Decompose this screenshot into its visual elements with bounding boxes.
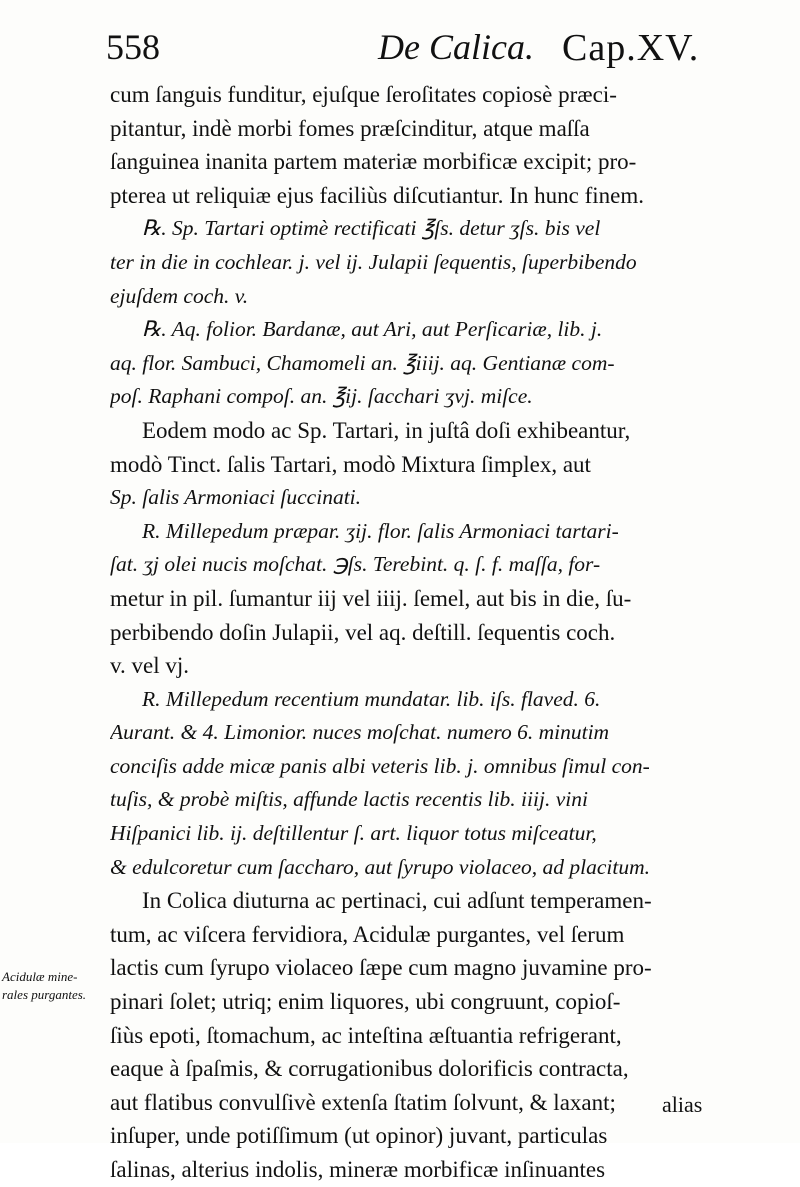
recipe-line: Hiſpanici lib. ij. deſtillentur ſ. art. liquor totus miſceatur,: [110, 821, 597, 846]
text-line: perbibendo doſin Julapii, vel aq. deſtill. ſequentis coch.: [110, 619, 616, 645]
running-header: [100, 26, 700, 76]
text-line: In Colica diuturna ac pertinaci, cui adſunt temperamen-: [142, 888, 652, 914]
text-line: eaque à ſpaſmis, & corrugationibus dolorificis contracta,: [110, 1056, 629, 1082]
recipe-line: ℞. Aq. folior. Bardanæ, aut Ari, aut Perſicariæ, lib. j.: [142, 317, 603, 342]
text-line: inſuper, unde potiſſimum (ut opinor) juvant, particulas: [110, 1123, 608, 1149]
text-line: cum ſanguis funditur, ejuſque ſeroſitates copiosè præci-: [110, 82, 617, 107]
recipe-line: poſ. Raphani compoſ. an. ℥ij. ſacchari ʒvj. miſce.: [110, 384, 533, 409]
text-line: pterea ut reliquiæ ejus faciliùs diſcutiantur. In hunc finem.: [110, 182, 644, 208]
recipe-line: & edulcoretur cum ſaccharo, aut ſyrupo violaceo, ad placitum.: [110, 854, 650, 879]
text-line: ſiùs epoti, ſtomachum, ac inteſtina æſtuantia refrigerant,: [110, 1022, 622, 1048]
text-line: ſanguinea inanita partem materiæ morbificæ excipit; pro-: [110, 149, 637, 175]
margin-note-line: Acidulæ mine-: [2, 969, 78, 984]
text-line: metur in pil. ſumantur iij vel iiij. ſemel, aut bis in die, ſu-: [110, 585, 632, 611]
catchword: alias: [662, 1092, 703, 1117]
text-line: tum, ac viſcera fervidiora, Acidulæ purgantes, vel ſerum: [110, 921, 625, 947]
recipe-line: ter in die in cochlear. j. vel ij. Julapii ſequentis, ſuperbibendo: [110, 249, 637, 274]
running-title: De Calica.: [378, 27, 534, 67]
recipe-line: Aurant. & 4. Limonior. nuces moſchat. numero 6. minutim: [110, 720, 610, 745]
text-line: lactis cum ſyrupo violaceo ſæpe cum magno juvamine pro-: [110, 955, 652, 981]
margin-note: [2, 968, 112, 1004]
text-line: Eodem modo ac Sp. Tartari, in juſtâ doſi exhibeantur,: [142, 417, 631, 443]
text-line: aut flatibus convulſivè extenſa ſtatim ſolvunt, & laxant;: [110, 1089, 616, 1115]
recipe-line: ℞. Sp. Tartari optimè rectificati ℥ſs. detur ʒſs. bis vel: [142, 216, 601, 241]
text-line: v. vel vj.: [110, 653, 189, 679]
text-line: Sp. ſalis Armoniaci ſuccinati.: [110, 485, 362, 510]
recipe-line: R. Millepedum recentium mundatar. lib. iſs. flaved. 6.: [142, 686, 601, 711]
text-line: modò Tinct. ſalis Tartari, modò Mixtura ſimplex, aut: [110, 451, 591, 477]
recipe-line: tuſis, & probè miſtis, affunde lactis recentis lib. iiij. vini: [110, 787, 588, 812]
chapter-label: Cap.XV.: [562, 27, 700, 69]
page-number: 558: [106, 27, 160, 67]
body-text: [110, 78, 710, 1187]
recipe-line: conciſis adde micæ panis albi veteris lib. j. omnibus ſimul con-: [110, 753, 650, 778]
text-line: pitantur, indè morbi fomes præſcinditur, atque maſſa: [110, 115, 590, 141]
margin-note-line: rales purgantes.: [2, 987, 87, 1002]
recipe-line: aq. flor. Sambuci, Chamomeli an. ℥iiij. aq. Gentianæ com-: [110, 350, 615, 375]
recipe-line: ſat. ʒj olei nucis moſchat. ℈ſs. Terebint. q. ſ. f. maſſa, for-: [110, 552, 601, 577]
text-line: pinari ſolet; utriq; enim liquores, ubi congruunt, copioſ-: [110, 989, 621, 1015]
recipe-line: ejuſdem coch. v.: [110, 283, 249, 308]
recipe-line: R. Millepedum præpar. ʒij. flor. ſalis Armoniaci tartari-: [142, 518, 619, 543]
text-line: ſalinas, alterius indolis, mineræ morbificæ inſinuantes: [110, 1157, 606, 1182]
